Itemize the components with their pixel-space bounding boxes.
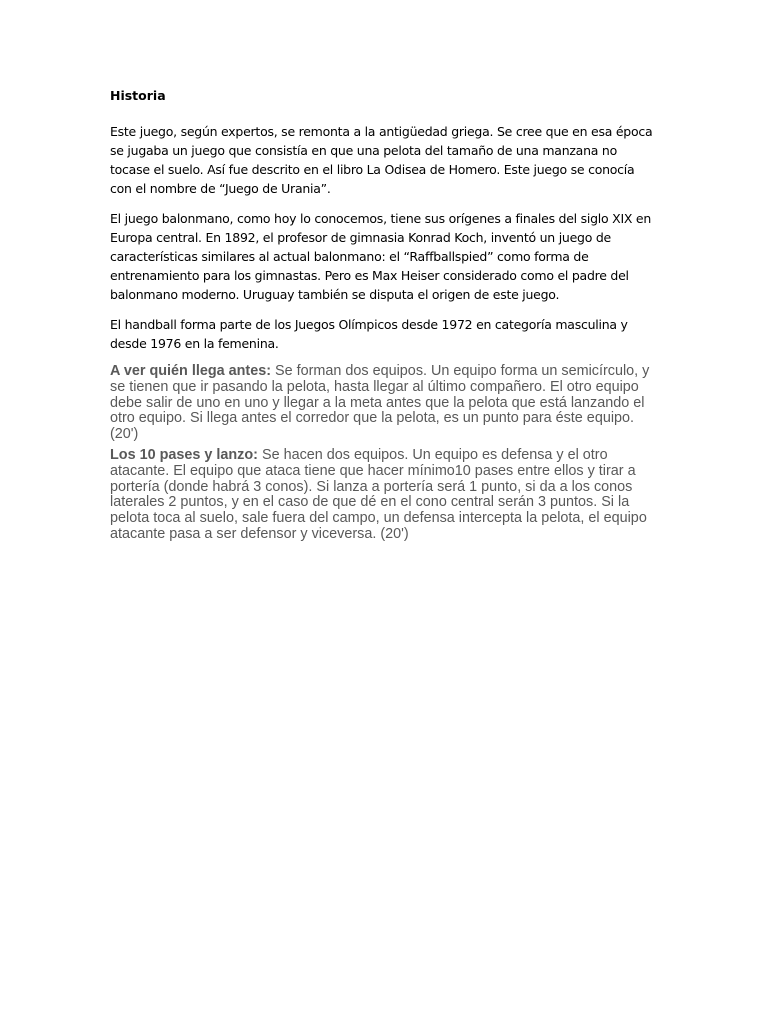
activity-title: A ver quién llega antes:: [110, 363, 272, 379]
paragraph-origin-greece: Este juego, según expertos, se remonta a la antigüedad griega. Se cree que en esa época se jugaba un juego que consistía en que una pelota del tamaño de una manzana no tocase el suelo. Así fue descrito en el libro La Odisea de Homero. Este juego se conocía con el nombre de “Juego de Urania”.: [110, 124, 653, 196]
activity-title: Los 10 pases y lanzo:: [110, 446, 258, 463]
paragraph-olympics: El handball forma parte de los Juegos Olímpicos desde 1972 en categoría masculina y desde 1976 en la femenina.: [110, 317, 628, 351]
document-body: [110, 86, 658, 548]
activity-10-pases: [110, 448, 658, 543]
activity-quien-llega-antes: [110, 364, 658, 443]
activity-description: Se forman dos equipos. Un equipo forma un semicírculo, y se tienen que ir pasando la pelota, hasta llegar al último compañero. El otro equipo debe salir de uno en uno y llegar a la meta antes que la pelota que está lanzando el otro equipo. Si llega antes el corredor que la pelota, es un punto para éste equipo. (20'): [110, 363, 650, 443]
paragraph-origin-europe: El juego balonmano, como hoy lo conocemos, tiene sus orígenes a finales del siglo XIX en Europa central. En 1892, el profesor de gimnasia Konrad Koch, inventó un juego de características similares al actual balonmano: el “Raffballspied” como forma de entrenamiento para los gimnastas. Pero es Max Heiser considerado como el padre del balonmano moderno. Uruguay también se disputa el origen de este juego.: [110, 211, 652, 302]
section-heading: Historia: [110, 88, 166, 103]
activity-description: Se hacen dos equipos. Un equipo es defensa y el otro atacante. El equipo que ataca tiene que hacer mínimo10 pases entre ellos y tirar a portería (donde habrá 3 conos). Si lanza a portería será 1 punto, si da a los conos laterales 2 puntos, y en el caso de que dé en el cono central serán 3 puntos. Si la pelota toca al suelo, sale fuera del campo, un defensa intercepta la pelota, el equipo atacante pasa a ser defensor y viceversa. (20'): [110, 446, 647, 542]
